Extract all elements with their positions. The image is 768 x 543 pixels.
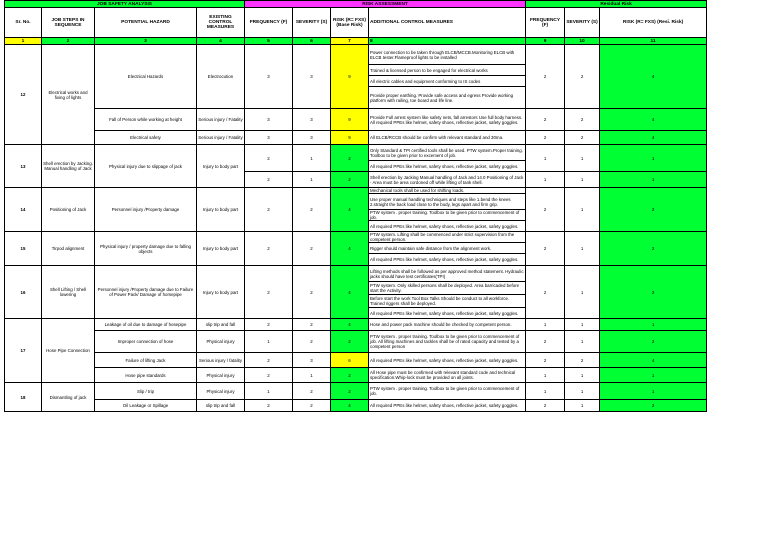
blank-cell bbox=[707, 243, 762, 254]
col-header-severity: SEVERITY (S) bbox=[293, 8, 331, 38]
residual-risk: 2 bbox=[600, 188, 707, 232]
existing-control: Electrocution bbox=[197, 45, 245, 109]
base-risk: 9 bbox=[331, 131, 369, 145]
potential-hazard: Slip / trip bbox=[95, 383, 197, 400]
frequency: 2 bbox=[245, 266, 293, 319]
col-header-additional-control: ADDITIONAL CONTROL MEASURES bbox=[369, 8, 526, 38]
frequency: 3 bbox=[245, 45, 293, 109]
existing-control: Physical injury bbox=[197, 331, 245, 353]
col-number: 1 bbox=[5, 38, 42, 45]
existing-control: Serious injury / Fatality bbox=[197, 109, 245, 131]
additional-control: All required PPEs like helmet, safety shoes, reflective jacket, safety goggles. bbox=[369, 161, 526, 172]
existing-control: Injury to body part bbox=[197, 232, 245, 266]
additional-control: Rigger should maintain safe distance from the alignment work. bbox=[369, 243, 526, 254]
residual-severity: 2 bbox=[565, 131, 600, 145]
potential-hazard: Leakage of oil due to damage of hosepipe bbox=[95, 319, 197, 331]
job-step: Shell Lifting / Shell lowering bbox=[42, 266, 95, 319]
col-header-job-steps: JOB STEPS IN SEQUENCE bbox=[42, 8, 95, 38]
blank-cell bbox=[707, 161, 762, 172]
additional-control: PTW system . proper training. Toolbox to be given prior to commencement of job. All lifting machines and tackles shall be of rated capacity and tested by a competent person bbox=[369, 331, 526, 353]
base-risk: 6 bbox=[331, 353, 369, 368]
additional-control: PTW system. Only skilled persons shall be deployed. Area barricaded before start the Activity. bbox=[369, 282, 526, 295]
potential-hazard: Electrical safety bbox=[95, 131, 197, 145]
residual-frequency: 2 bbox=[526, 266, 565, 319]
blank-cell bbox=[707, 383, 762, 400]
additional-control: PTW system . proper training. Toolbox to be given prior to commencement of job. bbox=[369, 383, 526, 400]
frequency: 2 bbox=[245, 319, 293, 331]
residual-frequency: 1 bbox=[526, 368, 565, 383]
residual-severity: 1 bbox=[565, 400, 600, 412]
job-step: Hose Pipe Connection bbox=[42, 319, 95, 383]
job-step: Tirpod alignment bbox=[42, 232, 95, 266]
residual-severity: 2 bbox=[565, 109, 600, 131]
additional-control: Mechanical tools shall be used for shifting loads. bbox=[369, 188, 526, 194]
additional-control: All required PPEs like helmet, safety shoes, reflective jacket, safety goggles. bbox=[369, 254, 526, 266]
col-header-existing-control: EXISTING CONTROL MEASURES bbox=[197, 8, 245, 38]
blank-cell bbox=[707, 319, 762, 331]
existing-control: Injury to body part bbox=[197, 145, 245, 188]
frequency: 2 bbox=[245, 368, 293, 383]
potential-hazard: Hose pipe standards bbox=[95, 368, 197, 383]
col-header-base-risk: RISK (R= FXS) (Base Risk) bbox=[331, 8, 369, 38]
col-number: 2 bbox=[42, 38, 95, 45]
additional-control: Only Standard & TPI certified tools shall be used. PTW system.Proper training. Toolbox to be given prior to excement of job. bbox=[369, 145, 526, 161]
additional-control: All required PPEs like helmet, safety shoes, reflective jacket, safety goggles. bbox=[369, 221, 526, 232]
residual-risk: 2 bbox=[600, 331, 707, 353]
frequency: 2 bbox=[245, 353, 293, 368]
severity: 2 bbox=[293, 400, 331, 412]
severity: 3 bbox=[293, 131, 331, 145]
additional-control: Lifting methods shall be followed as per approved method statement. Hydraulic jacks should have test certificates(TPI) bbox=[369, 266, 526, 282]
sr-no: 18 bbox=[5, 383, 42, 412]
base-risk: 4 bbox=[331, 400, 369, 412]
severity: 2 bbox=[293, 331, 331, 353]
group-header-residual-risk: Residual Risk bbox=[526, 1, 707, 8]
additional-control: Trained & licensed person to be engaged for electrical works bbox=[369, 65, 526, 76]
residual-frequency: 1 bbox=[526, 383, 565, 400]
severity: 1 bbox=[293, 172, 331, 188]
blank-cell bbox=[707, 254, 762, 266]
residual-frequency: 1 bbox=[526, 319, 565, 331]
residual-risk: 1 bbox=[600, 319, 707, 331]
existing-control: Physical injury bbox=[197, 368, 245, 383]
residual-severity: 1 bbox=[565, 319, 600, 331]
existing-control: Serious injury / Fatality bbox=[197, 131, 245, 145]
sr-no: 13 bbox=[5, 145, 42, 188]
potential-hazard: Electrical Hazards bbox=[95, 45, 197, 109]
residual-severity: 1 bbox=[565, 172, 600, 188]
residual-risk: 1 bbox=[600, 383, 707, 400]
residual-risk: 2 bbox=[600, 232, 707, 266]
severity: 2 bbox=[293, 232, 331, 266]
residual-risk: 1 bbox=[600, 145, 707, 172]
blank-cell bbox=[707, 194, 762, 210]
blank-cell bbox=[707, 76, 762, 87]
base-risk: 4 bbox=[331, 266, 369, 319]
col-number: 6 bbox=[293, 38, 331, 45]
residual-severity: 1 bbox=[565, 383, 600, 400]
base-risk: 2 bbox=[331, 172, 369, 188]
residual-frequency: 2 bbox=[526, 131, 565, 145]
frequency: 2 bbox=[245, 188, 293, 232]
additional-control: PTW system . proper training. Toolbox to be given prior to commencement of job. bbox=[369, 210, 526, 221]
potential-hazard: Physical injury due to slippage of jack bbox=[95, 145, 197, 188]
residual-severity: 1 bbox=[565, 331, 600, 353]
frequency: 2 bbox=[245, 400, 293, 412]
blank-cell bbox=[707, 109, 762, 131]
frequency: 2 bbox=[245, 172, 293, 188]
col-number: 4 bbox=[197, 38, 245, 45]
base-risk: 4 bbox=[331, 232, 369, 266]
additional-control: All ELCB/RCCB should be confirm with relevant standard and 30ma. bbox=[369, 131, 526, 145]
frequency: 1 bbox=[245, 331, 293, 353]
severity: 2 bbox=[293, 266, 331, 319]
additional-control: All Hose pipe must be confirmed with relevant standard code and technical specification.Whip-lock must be provided on all joints. bbox=[369, 368, 526, 383]
blank-cell bbox=[707, 131, 762, 145]
blank-cell bbox=[707, 210, 762, 221]
frequency: 2 bbox=[245, 145, 293, 172]
blank-cell bbox=[707, 368, 762, 383]
existing-control: slip trip and fall bbox=[197, 400, 245, 412]
residual-risk: 4 bbox=[600, 131, 707, 145]
residual-severity: 1 bbox=[565, 188, 600, 232]
potential-hazard: Physical injury / property damage due to falling objects bbox=[95, 232, 197, 266]
sr-no: 12 bbox=[5, 45, 42, 145]
job-step: Dismantling of jack bbox=[42, 383, 95, 412]
blank-cell bbox=[707, 145, 762, 161]
residual-severity: 2 bbox=[565, 353, 600, 368]
residual-frequency: 2 bbox=[526, 45, 565, 109]
col-header-residual-risk: RISK (R= FXS) (Resi. Risk) bbox=[600, 8, 707, 38]
blank-cell bbox=[707, 65, 762, 76]
col-number: 5 bbox=[245, 38, 293, 45]
residual-frequency: 2 bbox=[526, 400, 565, 412]
blank-cell bbox=[707, 308, 762, 319]
base-risk: 2 bbox=[331, 145, 369, 172]
blank-cell bbox=[707, 221, 762, 232]
severity: 2 bbox=[293, 188, 331, 232]
residual-severity: 1 bbox=[565, 266, 600, 319]
residual-frequency: 2 bbox=[526, 188, 565, 232]
potential-hazard: Personnel injury /Property damage bbox=[95, 188, 197, 232]
additional-control: Before start the work Tool Box Talks Should be conduct to all workforce. Trained riggers shall be deployed. bbox=[369, 295, 526, 308]
frequency: 1 bbox=[245, 383, 293, 400]
additional-control: Hose and power pack machine should be checked by competent person. bbox=[369, 319, 526, 331]
blank-cell bbox=[707, 400, 762, 412]
blank-cell bbox=[707, 8, 762, 38]
blank-cell bbox=[707, 38, 762, 45]
residual-frequency: 2 bbox=[526, 353, 565, 368]
base-risk: 4 bbox=[331, 188, 369, 232]
col-number: 9 bbox=[526, 38, 565, 45]
group-header-jsa: JOB SAFETY ANALYSIS bbox=[5, 1, 245, 8]
residual-risk: 4 bbox=[600, 353, 707, 368]
col-header-residual-frequency: FREQUENCY (F) bbox=[526, 8, 565, 38]
group-header-risk-assessment: RISK ASSESSMENT bbox=[245, 1, 526, 8]
additional-control: Provide proper earthing. Provide safe access and egress Provide working platform with railing, toe board and life line. bbox=[369, 87, 526, 109]
base-risk: 2 bbox=[331, 368, 369, 383]
existing-control: Injury to body part bbox=[197, 266, 245, 319]
sr-no: 17 bbox=[5, 319, 42, 383]
severity: 3 bbox=[293, 353, 331, 368]
potential-hazard: Improper connection of hose bbox=[95, 331, 197, 353]
existing-control: slip trip and fall bbox=[197, 319, 245, 331]
frequency: 3 bbox=[245, 109, 293, 131]
severity: 1 bbox=[293, 145, 331, 172]
residual-risk: 2 bbox=[600, 266, 707, 319]
residual-frequency: 1 bbox=[526, 145, 565, 172]
additional-control: All required PPEs like helmet, safety shoes, reflective jacket, safety goggles. bbox=[369, 308, 526, 319]
severity: 2 bbox=[293, 383, 331, 400]
col-header-frequency: FREQUENCY (F) bbox=[245, 8, 293, 38]
additional-control: PTW system. Lifting shall be commenced under strict supervision from the competent person. bbox=[369, 232, 526, 243]
residual-frequency: 2 bbox=[526, 331, 565, 353]
col-number: 8 bbox=[369, 38, 526, 45]
residual-risk: 1 bbox=[600, 368, 707, 383]
additional-control: All required PPEs like helmet, safety shoes, reflective jacket, safety goggles. bbox=[369, 353, 526, 368]
blank-cell bbox=[707, 295, 762, 308]
additional-control: Power connection to be taken through ELCB/MCCB.Monitoring ELCB with ELCB tester.Flameproof lights to be installed bbox=[369, 45, 526, 65]
residual-frequency: 2 bbox=[526, 232, 565, 266]
blank-cell bbox=[707, 282, 762, 295]
residual-risk: 4 bbox=[600, 109, 707, 131]
base-risk: 4 bbox=[331, 319, 369, 331]
existing-control: Injury to body part bbox=[197, 188, 245, 232]
frequency: 2 bbox=[245, 232, 293, 266]
residual-severity: 2 bbox=[565, 45, 600, 109]
severity: 2 bbox=[293, 319, 331, 331]
frequency: 3 bbox=[245, 131, 293, 145]
additional-control: Shell erection by Jacking Manual handling of Jack and 14.0 Positioning of Jack - Area must be area cordoned off while lifting of tank shell. bbox=[369, 172, 526, 188]
blank-cell bbox=[707, 1, 762, 8]
base-risk: 2 bbox=[331, 383, 369, 400]
existing-control: Serious injury / fatality bbox=[197, 353, 245, 368]
severity: 3 bbox=[293, 45, 331, 109]
blank-cell bbox=[707, 45, 762, 65]
additional-control: Provide Full arrest system like safety nets, fall arrestors Use full body harness. All required PPEs like helmet, safety shoes, reflective jacket, safety goggles. bbox=[369, 109, 526, 131]
col-header-sr-no: Sr. No. bbox=[5, 8, 42, 38]
blank-cell bbox=[707, 232, 762, 243]
residual-risk: 4 bbox=[600, 45, 707, 109]
residual-risk: 2 bbox=[600, 400, 707, 412]
additional-control: Use proper manual handling techniques and steps like 1.bend the knees 2.straight the back load close to the body, legs apart and firm grip. bbox=[369, 194, 526, 210]
residual-severity: 1 bbox=[565, 145, 600, 172]
severity: 1 bbox=[293, 368, 331, 383]
potential-hazard: Fall of Person while working at height bbox=[95, 109, 197, 131]
job-step: Electrical works and fixing of lights bbox=[42, 45, 95, 145]
existing-control: Physical injury bbox=[197, 383, 245, 400]
col-number: 11 bbox=[600, 38, 707, 45]
residual-risk: 1 bbox=[600, 172, 707, 188]
blank-cell bbox=[707, 331, 762, 353]
additional-control: All electric cables and equipment conforming to IS codes bbox=[369, 76, 526, 87]
blank-cell bbox=[707, 266, 762, 282]
potential-hazard: Failure of lifting Jack bbox=[95, 353, 197, 368]
potential-hazard: Personnel injury /Property damage due to Failure of Power Pack/ Damage of horsepipe bbox=[95, 266, 197, 319]
base-risk: 2 bbox=[331, 331, 369, 353]
residual-frequency: 2 bbox=[526, 109, 565, 131]
col-header-potential-hazard: POTENTIAL HAZARD bbox=[95, 8, 197, 38]
col-number: 10 bbox=[565, 38, 600, 45]
base-risk: 9 bbox=[331, 109, 369, 131]
col-number: 7 bbox=[331, 38, 369, 45]
blank-cell bbox=[707, 87, 762, 109]
job-step: Positioning of Jack bbox=[42, 188, 95, 232]
blank-cell bbox=[707, 353, 762, 368]
col-number: 3 bbox=[95, 38, 197, 45]
potential-hazard: Oil Leakage or Spillage bbox=[95, 400, 197, 412]
residual-severity: 1 bbox=[565, 368, 600, 383]
sr-no: 15 bbox=[5, 232, 42, 266]
sr-no: 16 bbox=[5, 266, 42, 319]
additional-control: All required PPEs like helmet, safety shoes, reflective jacket, safety goggles. bbox=[369, 400, 526, 412]
severity: 3 bbox=[293, 109, 331, 131]
sr-no: 14 bbox=[5, 188, 42, 232]
job-step: Shell erection by Jacking. Manual handling of Jack bbox=[42, 145, 95, 188]
residual-frequency: 1 bbox=[526, 172, 565, 188]
risk-assessment-table bbox=[4, 0, 762, 412]
residual-severity: 1 bbox=[565, 232, 600, 266]
col-header-residual-severity: SEVERITY (S) bbox=[565, 8, 600, 38]
blank-cell bbox=[707, 172, 762, 188]
base-risk: 9 bbox=[331, 45, 369, 109]
